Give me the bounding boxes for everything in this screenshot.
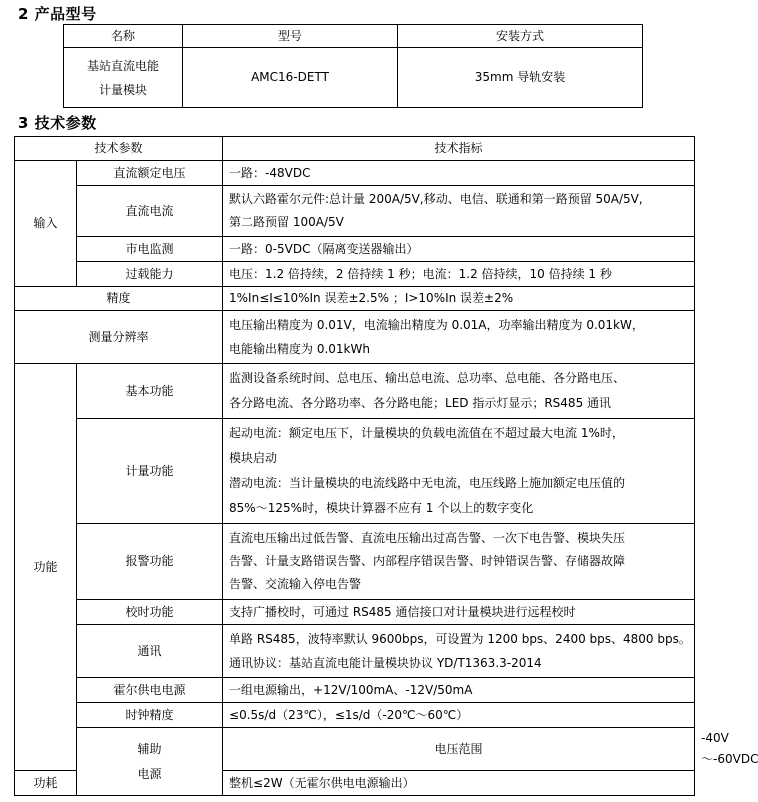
param-label: 校时功能 bbox=[77, 600, 223, 625]
table-row bbox=[15, 161, 695, 186]
table-row bbox=[15, 625, 695, 678]
header-model: 型号 bbox=[183, 25, 398, 48]
header-name: 名称 bbox=[64, 25, 183, 48]
value-line: 电能输出精度为 0.01kWh bbox=[229, 342, 370, 356]
param-label: 直流额定电压 bbox=[77, 161, 223, 186]
value-line: 模块启动 bbox=[229, 451, 278, 465]
param-value bbox=[223, 625, 695, 678]
group-function: 功能 bbox=[15, 364, 77, 771]
value-line: 潜动电流：当计量模块的电流线路中无电流，电压线路上施加额定电压值的 bbox=[229, 476, 626, 490]
table-row bbox=[15, 186, 695, 237]
table-row bbox=[15, 703, 695, 728]
param-value bbox=[223, 311, 695, 364]
product-model-cell: AMC16-DETT bbox=[183, 48, 398, 108]
product-name-cell bbox=[64, 48, 183, 108]
param-label: 计量功能 bbox=[77, 419, 223, 524]
table-row bbox=[15, 237, 695, 262]
value-line: 85%～125%时，模块计算器不应有 1 个以上的数字变化 bbox=[229, 501, 534, 515]
param-value: 1%In≤I≤10%In 误差±2.5% ；I>10%In 误差±2% bbox=[223, 287, 695, 311]
tech-params-table bbox=[14, 136, 758, 796]
group-aux-line1: 辅助 bbox=[137, 741, 162, 756]
product-name-line2: 计量模块 bbox=[98, 82, 147, 97]
param-value: 一路：0-5VDC（隔离变送器输出） bbox=[223, 237, 695, 262]
table-row bbox=[15, 262, 695, 287]
value-line: 电压输出精度为 0.01V，电流输出精度为 0.01A，功率输出精度为 0.01kW， bbox=[229, 318, 644, 332]
table-row bbox=[15, 600, 695, 625]
product-install-cell: 35mm 导轨安装 bbox=[398, 48, 643, 108]
param-label: 精度 bbox=[15, 287, 223, 311]
param-value: 一路：-48VDC bbox=[223, 161, 695, 186]
param-label: 霍尔供电电源 bbox=[77, 678, 223, 703]
header-spec: 技术指标 bbox=[223, 137, 695, 161]
table-row: 辅助 电源 电压范围 -40V～-60VDC bbox=[15, 728, 695, 771]
param-label: 时钟精度 bbox=[77, 703, 223, 728]
value-line: 起动电流：额定电压下，计量模块的负载电流值在不超过最大电流 1%时， bbox=[229, 426, 624, 440]
value-line: 通讯协议：基站直流电能计量模块协议 YD/T1363.3-2014 bbox=[229, 656, 542, 670]
table-row bbox=[15, 311, 695, 364]
param-label: 功耗 bbox=[15, 771, 77, 796]
table-row bbox=[15, 419, 695, 524]
table-row bbox=[15, 287, 695, 311]
table-header-row bbox=[64, 25, 643, 48]
table-row bbox=[15, 678, 695, 703]
param-label: 市电监测 bbox=[77, 237, 223, 262]
table-row bbox=[15, 364, 695, 419]
param-label: 测量分辨率 bbox=[15, 311, 223, 364]
group-input: 输入 bbox=[15, 161, 77, 287]
value-line: 第二路预留 100A/5V bbox=[229, 215, 344, 229]
param-label: 电压范围 bbox=[223, 728, 695, 771]
table-row bbox=[15, 524, 695, 600]
param-value: ≤0.5s/d（23℃），≤1s/d（-20℃～60℃） bbox=[223, 703, 695, 728]
value-line: 监测设备系统时间、总电压、输出总电流、总功率、总电能、各分路电压、 bbox=[229, 371, 626, 385]
param-label: 过载能力 bbox=[77, 262, 223, 287]
param-label: 直流电流 bbox=[77, 186, 223, 237]
param-label: 基本功能 bbox=[77, 364, 223, 419]
param-value bbox=[223, 364, 695, 419]
group-aux-power bbox=[77, 728, 223, 796]
section2-title: 2 产品型号 bbox=[18, 5, 97, 23]
group-aux-line2: 电源 bbox=[137, 766, 162, 781]
value-line: 默认六路霍尔元件:总计量 200A/5V,移动、电信、联通和第一路预留 50A/5V, bbox=[229, 192, 643, 206]
table-header-row bbox=[15, 137, 695, 161]
value-line: 直流电压输出过低告警、直流电压输出过高告警、一次下电告警、模块失压 bbox=[229, 531, 626, 545]
header-param: 技术参数 bbox=[15, 137, 223, 161]
product-model-table bbox=[63, 24, 643, 108]
product-name-line1: 基站直流电能 bbox=[86, 58, 159, 73]
param-value bbox=[223, 186, 695, 237]
value-line: 告警、交流输入停电告警 bbox=[229, 577, 362, 591]
section3-title: 3 技术参数 bbox=[18, 114, 97, 132]
param-value: 支持广播校时，可通过 RS485 通信接口对计量模块进行远程校时 bbox=[223, 600, 695, 625]
param-label: 通讯 bbox=[77, 625, 223, 678]
value-line: 告警、计量支路错误告警、内部程序错误告警、时钟错误告警、存储器故障 bbox=[229, 554, 626, 568]
header-install: 安装方式 bbox=[398, 25, 643, 48]
param-label: 报警功能 bbox=[77, 524, 223, 600]
param-value: 一组电源输出，+12V/100mA、-12V/50mA bbox=[223, 678, 695, 703]
param-value: 电压：1.2 倍持续，2 倍持续 1 秒；电流：1.2 倍持续，10 倍持续 1 秒 bbox=[223, 262, 695, 287]
param-value bbox=[223, 524, 695, 600]
table-row bbox=[64, 48, 643, 108]
param-value: 整机≤2W（无霍尔供电电源输出） bbox=[223, 771, 695, 796]
value-line: 单路 RS485，波特率默认 9600bps，可设置为 1200 bps、2400 bps、4800 bps。 bbox=[229, 632, 691, 646]
value-line: 各分路电流、各分路功率、各分路电能；LED 指示灯显示；RS485 通讯 bbox=[229, 396, 612, 410]
param-value bbox=[223, 419, 695, 524]
